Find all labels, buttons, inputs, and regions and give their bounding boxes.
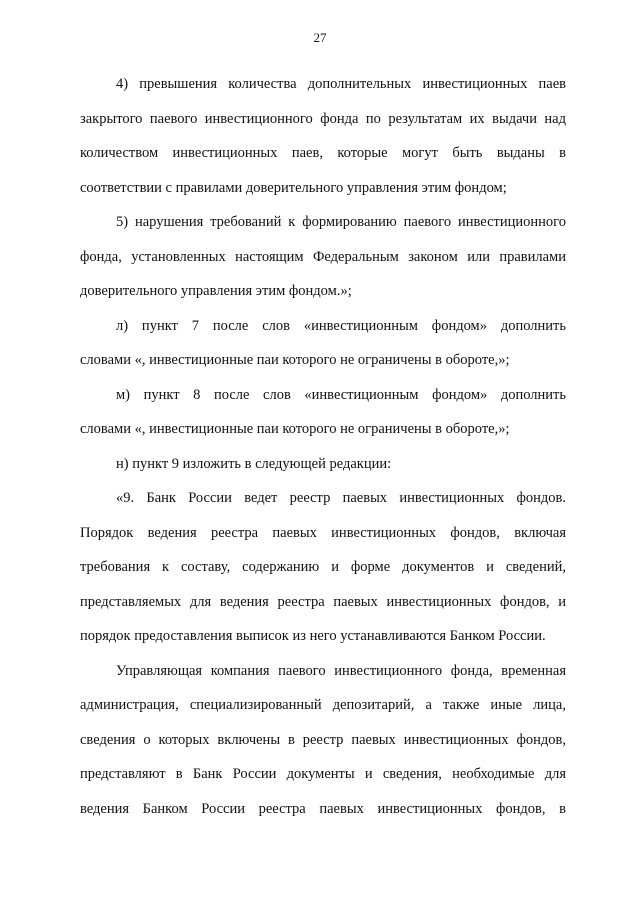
text-line: словами «, инвестиционные паи которого не ограничены в обороте,»; [80, 352, 510, 368]
text-line: представляют в Банк России документы и сведения, необходимые для [80, 766, 566, 782]
text-line: Порядок ведения реестра паевых инвестиционных фондов, включая [80, 524, 566, 541]
text-line: представляемых для ведения реестра паевых инвестиционных фондов, и [80, 593, 566, 610]
text-line: количеством инвестиционных паев, которые могут быть выданы в [80, 145, 566, 161]
text-line: закрытого паевого инвестиционного фонда по результатам их выдачи над [80, 110, 566, 127]
text-line: порядок предоставления выписок из него устанавливаются Банком России. [80, 628, 546, 644]
text-line: доверительного управления этим фондом.»; [80, 283, 352, 299]
text-line: соответствии с правилами доверительного управления этим фондом; [80, 179, 507, 196]
document-body [80, 67, 566, 826]
text-line: н) пункт 9 изложить в следующей редакции: [116, 455, 392, 472]
text-line: 4) превышения количества дополнительных инвестиционных паев [116, 76, 566, 92]
text-line: фонда, установленных настоящим Федеральным законом или правилами [80, 248, 566, 265]
text-line: словами «, инвестиционные паи которого не ограничены в обороте,»; [80, 421, 510, 437]
page-number: 27 [313, 30, 327, 45]
text-line: ведения Банком России реестра паевых инвестиционных фондов, в [80, 800, 566, 817]
text-line: Управляющая компания паевого инвестиционного фонда, временная [116, 662, 566, 679]
text-line: «9. Банк России ведет реестр паевых инвестиционных фондов. [116, 490, 566, 506]
text-line: администрация, специализированный депозитарий, а также иные лица, [80, 697, 566, 713]
text-line: л) пункт 7 после слов «инвестиционным фондом» дополнить [116, 317, 566, 334]
text-line: требования к составу, содержанию и форме документов и сведений, [80, 559, 566, 575]
text-line: 5) нарушения требований к формированию паевого инвестиционного [116, 214, 566, 230]
text-line: м) пункт 8 после слов «инвестиционным фондом» дополнить [116, 386, 566, 403]
text-line: сведения о которых включены в реестр паевых инвестиционных фондов, [80, 731, 566, 748]
